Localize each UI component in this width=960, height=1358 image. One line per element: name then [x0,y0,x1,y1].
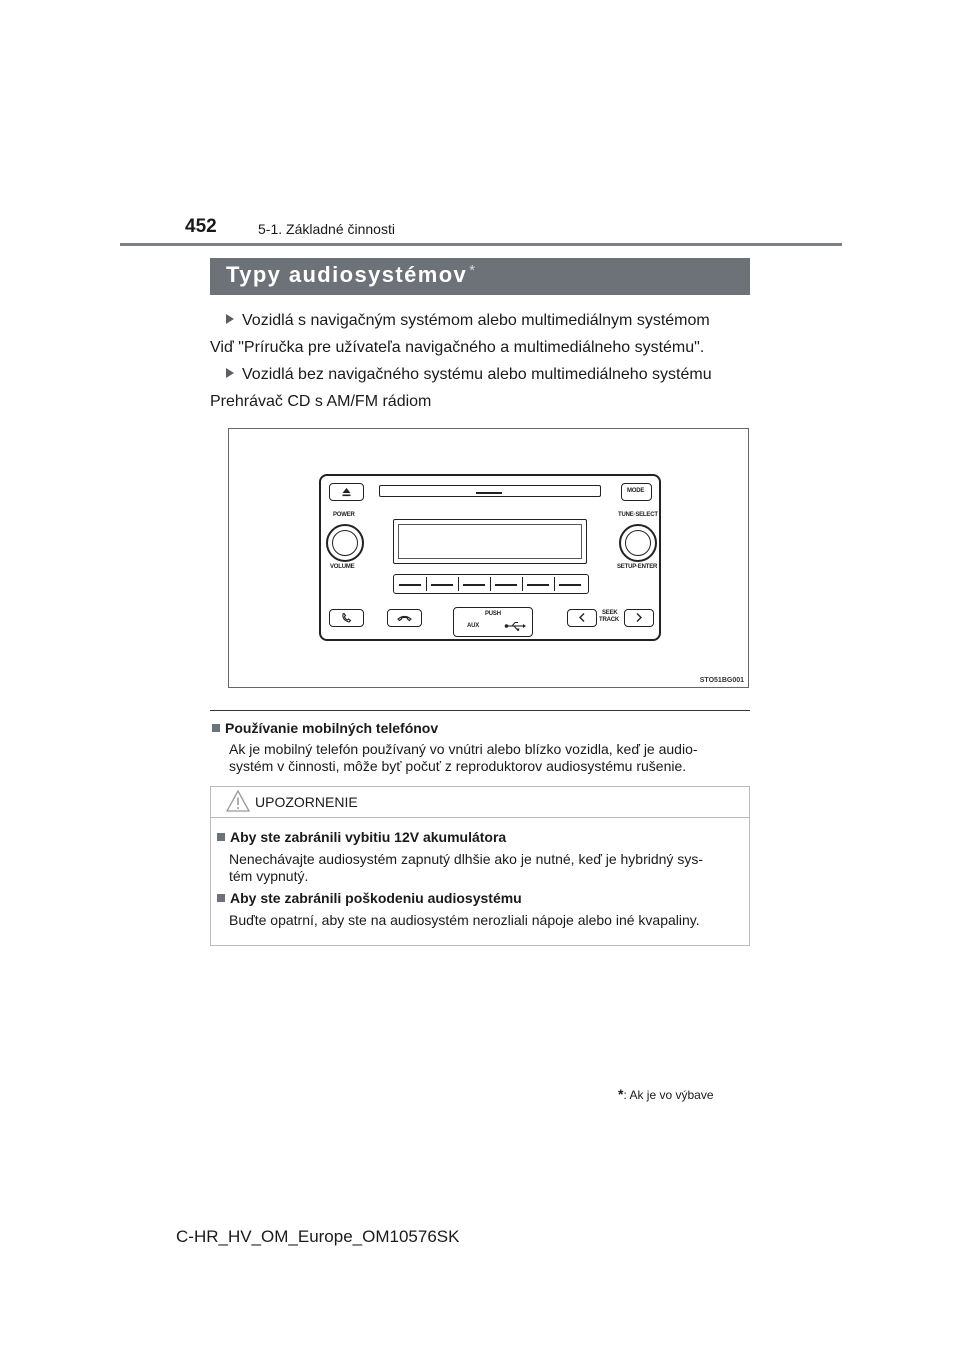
phone-pickup-icon [330,610,363,626]
figure-code: STO51BG001 [699,677,744,684]
title-asterisk: * [469,262,476,279]
section-rule [210,710,750,711]
caution-item-1-heading-text: Aby ste zabránili vybitiu 12V akumulátora [230,829,507,845]
phone-pickup-button [329,609,364,627]
section-label: 5-1. Základné činnosti [258,221,395,237]
footnote-text: : Ak je vo výbave [623,1088,714,1102]
chevron-right-icon [625,610,653,625]
preset-button [559,584,581,586]
warning-triangle-icon [225,789,251,813]
aux-label: AUX [467,623,480,629]
seek-label: SEEK [602,610,618,616]
usb-icon [504,620,526,632]
footnote [618,1086,714,1102]
track-label: TRACK [599,617,619,623]
mobile-line-2: systém v činnosti, môže byť počuť z reproduktorov audiosystému rušenie. [229,758,687,774]
power-volume-knob [326,524,364,562]
preset-button [495,584,517,586]
document-code: C-HR_HV_OM_Europe_OM10576SK [176,1227,460,1246]
square-bullet-icon [217,833,225,841]
mobile-line-1: Ak je mobilný telefón používaný vo vnútri alebo blízko vozidla, keď je audio- [229,741,698,757]
triangle-bullet-icon [226,368,234,378]
intro-line-1: Viď "Príručka pre užívateľa navigačného a multimediálneho systému". [210,339,705,356]
caution-item-2-heading [217,890,522,906]
caution-item-1-line-2: tém vypnutý. [229,868,309,884]
page-number: 452 [185,216,217,237]
caution-item-1-heading [217,829,506,845]
caution-item-1-line-1: Nenechávajte audiosystém zapnutý dlhšie ako je nutné, keď je hybridný sys- [229,851,703,867]
mobile-heading [212,720,438,736]
preset-button [431,584,453,586]
intro-bullet-1-text: Vozidlá s navigačným systémom alebo multimediálnym systémom [242,312,710,329]
header-rule [120,243,842,246]
phone-hangup-button [387,609,422,627]
tune-select-knob [619,524,657,562]
cd-slot [379,485,601,497]
square-bullet-icon [212,724,220,732]
intro-bullet-2 [226,366,712,384]
intro-bullet-2-text: Vozidlá bez navigačného systému alebo multimediálneho systému [242,366,712,383]
caution-box [210,786,750,946]
setup-enter-label: SETUP·ENTER [617,564,658,570]
preset-button [463,584,485,586]
caution-label: UPOZORNENIE [255,794,358,810]
push-label: PUSH [485,611,501,617]
section-title-bar [210,258,750,295]
radio-faceplate [319,474,661,641]
phone-hangup-icon [388,610,421,626]
display-screen [393,519,587,564]
footnote-asterisk: * [618,1086,624,1102]
mode-button [621,483,652,501]
triangle-bullet-icon [226,314,234,324]
audio-unit-figure [228,428,749,688]
caution-header [211,787,749,818]
seek-forward-button [624,609,654,627]
intro-bullet-1 [226,312,710,330]
section-title: Typy audiosystémov [226,262,468,287]
intro-line-2: Prehrávač CD s AM/FM rádiom [210,393,432,410]
volume-label: VOLUME [330,564,355,570]
power-label: POWER [333,512,355,518]
square-bullet-icon [217,894,225,902]
caution-item-2-heading-text: Aby ste zabránili poškodeniu audiosystému [230,890,522,906]
eject-button [329,483,364,501]
seek-back-button [567,609,597,627]
mobile-heading-text: Používanie mobilných telefónov [225,720,439,736]
caution-item-2-line-1: Buďte opatrní, aby ste na audiosystém nerozliali nápoje alebo iné kvapaliny. [229,912,700,928]
aux-usb-panel [453,607,533,637]
mode-label: MODE [627,488,645,494]
tune-select-label: TUNE·SELECT [618,512,658,518]
eject-icon [329,484,364,500]
preset-button [527,584,549,586]
preset-buttons [393,574,589,594]
chevron-left-icon [568,610,596,625]
preset-button [399,584,421,586]
